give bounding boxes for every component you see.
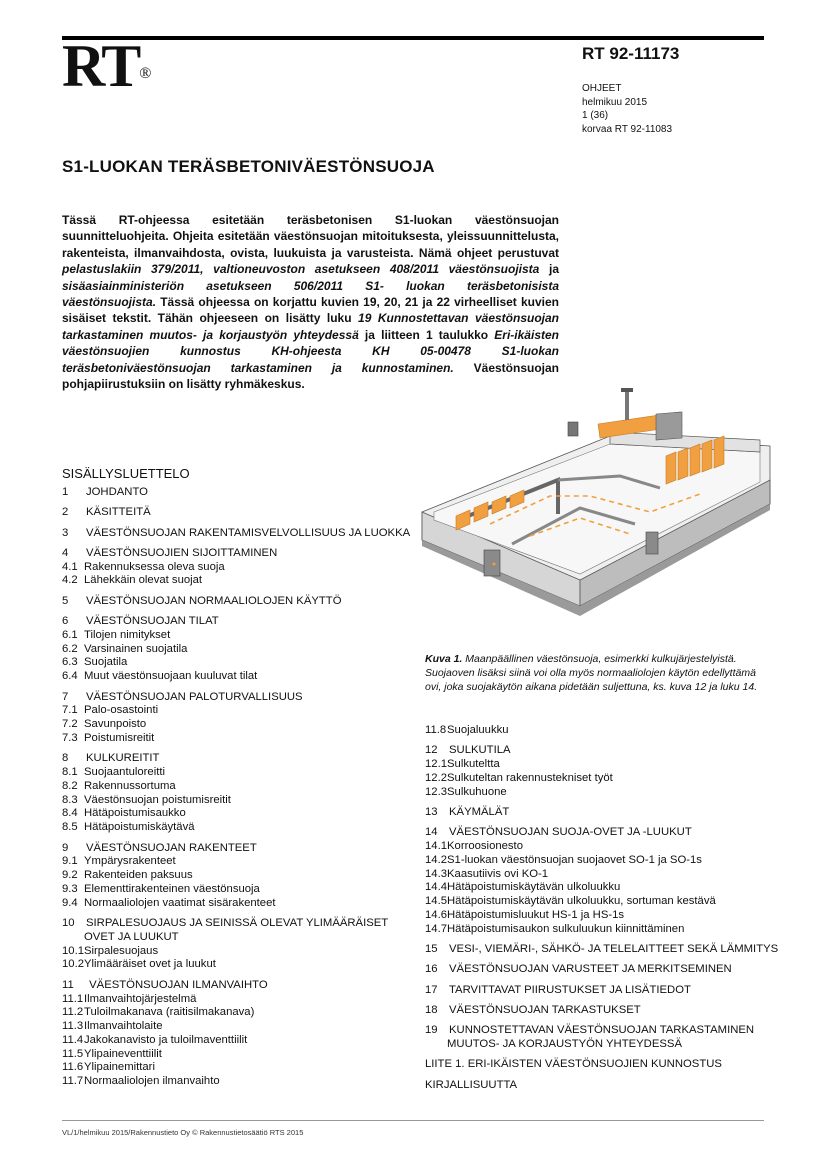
toc-entry[interactable] [62, 869, 412, 883]
header-rule [62, 36, 764, 40]
toc-entry[interactable] [62, 958, 412, 972]
caption-label: Kuva 1. [425, 653, 463, 665]
toc-entry-number: 8.5 [62, 821, 78, 834]
toc-entry-label: Poistumisreitit [84, 731, 155, 744]
toc-entry[interactable] [62, 1020, 412, 1034]
meta-replaces: korvaa RT 92-11083 [582, 123, 673, 135]
registered-mark: ® [139, 65, 152, 82]
document-meta [582, 82, 672, 136]
toc-entry-label: VÄESTÖNSUOJAN ILMANVAIHTO [86, 978, 268, 991]
intro-paragraph [62, 212, 559, 392]
toc-entry[interactable] [62, 595, 412, 609]
toc-entry[interactable] [62, 897, 412, 911]
toc-entry-label: Varsinainen suojatila [84, 642, 188, 655]
toc-entry[interactable] [62, 821, 412, 835]
toc-entry-label: Kaasutiivis ovi KO-1 [447, 867, 549, 880]
toc-entry-number: 7.3 [62, 731, 78, 744]
toc-entry-number: 9 [62, 841, 69, 854]
meta-pages: 1 (36) [582, 110, 609, 121]
toc-entry[interactable] [62, 979, 412, 993]
toc-entry[interactable] [62, 718, 412, 732]
toc-entry-label: S1-luokan väestönsuojan suojaovet SO-1 ja SO-1s [447, 853, 702, 866]
toc-entry-number: 6.3 [62, 656, 78, 669]
toc-entry-label: Sulkuteltan rakennustekniset työt [447, 771, 613, 784]
toc-entry[interactable] [62, 561, 412, 575]
toc-entry-label: Ylipainemittari [84, 1061, 155, 1074]
toc-entry-number: 4.1 [62, 560, 78, 573]
intro-italic: pelastuslakiin 379/2011, valtioneuvoston asetukseen 408/2011 väestönsuojista [62, 262, 540, 277]
toc-entry[interactable] [62, 1048, 412, 1062]
toc-entry-number: 5 [62, 594, 69, 607]
toc-entry-label: Sulkuteltta [447, 758, 500, 771]
toc-entry-number: 1 [62, 486, 69, 498]
toc-title: SISÄLLYSLUETTELO [62, 466, 190, 481]
toc-entry[interactable] [62, 704, 412, 718]
toc-entry[interactable] [425, 840, 775, 854]
caption-text: Maanpäällinen väestönsuoja, esimerkki kulkujärjestelyistä. Suojaoven lisäksi siinä voi olla myös normaaliolojen käytön edellyttämä ovi, joka suojakäytön aikana pidetään suljettuna, ks. kuva 12 ja luku 14. [425, 653, 758, 693]
toc-entry[interactable] [62, 1061, 412, 1075]
toc-entry[interactable] [62, 917, 412, 931]
toc-entry-number: 11.7 [62, 1075, 84, 1088]
toc-entry-number: 7.2 [62, 718, 78, 731]
toc-entry[interactable] [425, 909, 775, 923]
toc-entry-label: VÄESTÖNSUOJAN RAKENTEET [86, 841, 257, 854]
toc-entry-label: OVET JA LUUKUT [84, 930, 179, 943]
toc-entry-number: 14.3 [425, 867, 447, 880]
toc-entry-label: Muut väestönsuojaan kuuluvat tilat [84, 670, 258, 683]
toc-entry[interactable] [425, 943, 779, 957]
toc-entry[interactable] [62, 691, 412, 705]
toc-entry-label: VÄESTÖNSUOJAN NORMAALIOLOJEN KÄYTTÖ [86, 594, 342, 607]
intro-italic: 19 Kunnostettavan väestönsuojan tarkastaminen muutos- ja korjaustyön yhteydessä [62, 311, 559, 342]
toc-entry-label: Lähekkäin olevat suojat [84, 574, 203, 587]
toc-entry[interactable] [62, 855, 412, 869]
toc-entry-number: 16 [425, 963, 438, 976]
toc-entry[interactable] [62, 615, 412, 629]
toc-entry-label: Väestönsuojan poistumisreitit [84, 793, 231, 806]
toc-entry-label: KUNNOSTETTAVAN VÄESTÖNSUOJAN TARKASTAMINEN [449, 1024, 755, 1037]
toc-entry-label: Sulkuhuone [447, 785, 507, 798]
toc-entry-label: LIITE 1. ERI-IKÄISTEN VÄESTÖNSUOJIEN KUNNOSTUS [425, 1058, 722, 1071]
toc-entry-number: 10.2 [62, 958, 84, 971]
toc-entry-number: 14.2 [425, 853, 447, 866]
toc-entry[interactable] [425, 923, 775, 937]
toc-entry-number: 12.2 [425, 771, 447, 784]
toc-entry-label: VÄESTÖNSUOJAN TARKASTUKSET [449, 1004, 641, 1017]
shelter-door-icon [484, 550, 500, 576]
toc-entry[interactable] [62, 547, 412, 561]
toc-entry-label: Suojatila [84, 656, 128, 669]
footer-rule [62, 1120, 764, 1121]
toc-entry[interactable] [425, 806, 775, 820]
toc-entry-number: 19 [425, 1024, 438, 1037]
meta-type: OHJEET [582, 83, 622, 94]
toc-entry[interactable] [425, 854, 775, 868]
toc-entry[interactable] [425, 744, 775, 758]
toc-entry-label: VÄESTÖNSUOJAN TILAT [86, 615, 219, 628]
intro-text: Väestönsuojan pohjapiirustuksiin on lisätty ryhmäkeskus. [62, 360, 560, 392]
toc-entry-label: KÄYMÄLÄT [449, 805, 510, 818]
toc-entry-label: MUUTOS- JA KORJAUSTYÖN YHTEYDESSÄ [447, 1038, 682, 1051]
toc-entry-label: JOHDANTO [86, 486, 148, 498]
intro-italic: sisäasiainministeriön asetukseen 506/2011 S1- luokan teräsbetonisista väestönsuojista. [62, 278, 559, 310]
toc-entry-label: VESI-, VIEMÄRI-, SÄHKÖ- JA TELELAITTEET SEKÄ LÄMMITYS [449, 943, 779, 956]
rt-logo [62, 33, 152, 99]
toc-entry-label: Hätäpoistumiskäytävän ulkoluukku [447, 881, 621, 894]
toc-entry-number: 3 [62, 526, 69, 539]
toc-entry[interactable] [62, 883, 412, 897]
figure-caption [425, 652, 771, 694]
shelter-illustration [420, 384, 772, 646]
toc-entry-label: Hätäpoistumiskäytävä [84, 821, 195, 834]
toc-entry[interactable] [425, 881, 775, 895]
toc-entry-label: Savunpoisto [84, 718, 147, 731]
toc-entry-number: 12.1 [425, 758, 447, 771]
document-number: RT 92-11173 [582, 44, 680, 63]
toc-entry-number: 17 [425, 983, 438, 996]
toc-entry[interactable] [425, 1058, 775, 1072]
toc-entry-label: VÄESTÖNSUOJAN PALOTURVALLISUUS [86, 690, 303, 703]
toc-entry[interactable] [425, 1004, 775, 1018]
toc-entry-number: 9.2 [62, 869, 78, 882]
toc-entry[interactable] [425, 1024, 775, 1038]
toc-entry[interactable] [62, 732, 412, 746]
toc-entry-label: Rakennuksessa oleva suoja [84, 560, 225, 573]
toc-entry[interactable] [425, 826, 775, 840]
toc-entry-number: 14.1 [425, 840, 447, 853]
toc-entry-number: 11.2 [62, 1006, 84, 1019]
intro-text: ja liitteen 1 taulukko [358, 327, 495, 342]
toc-entry[interactable] [62, 1034, 412, 1048]
toc-entry[interactable] [62, 629, 412, 643]
toc-entry-number: 7 [62, 690, 69, 703]
toc-entry[interactable] [62, 670, 412, 684]
toc-entry-number: 8.2 [62, 779, 78, 792]
toc-entry-number: 4.2 [62, 574, 78, 587]
toc-right-column [425, 724, 779, 1093]
toc-entry[interactable] [62, 752, 412, 766]
toc-entry-number: 14.4 [425, 881, 447, 894]
toc-entry-number: 6.1 [62, 628, 78, 641]
toc-entry-number: 11.6 [62, 1061, 84, 1074]
toc-entry[interactable] [425, 984, 775, 998]
toc-entry[interactable] [425, 1079, 775, 1093]
page-title: S1-LUOKAN TERÄSBETONIVÄESTÖNSUOJA [62, 157, 435, 176]
toc-entry-number: 7.1 [62, 704, 78, 717]
toc-entry[interactable] [425, 1038, 775, 1052]
toc-entry-number: 14.5 [425, 895, 447, 908]
toc-entry-label: VÄESTÖNSUOJAN VARUSTEET JA MERKITSEMINEN [449, 963, 732, 976]
toc-entry[interactable] [425, 963, 775, 977]
toc-entry[interactable] [62, 527, 412, 541]
toc-entry-number: 8.3 [62, 793, 78, 806]
intro-italic: Eri-ikäisten väestönsuojien kunnostus KH-ohjeesta KH 05-00478 S1-luokan teräsbetoniväestönsuojan tarkastaminen ja kunnostaminen. [62, 327, 559, 375]
toc-entry[interactable] [62, 780, 412, 794]
toc-entry-number: 18 [425, 1004, 438, 1017]
toc-entry-label: KÄSITTEITÄ [86, 506, 151, 519]
toc-entry-number: 11 [62, 978, 74, 991]
toc-entry-number: 9.1 [62, 855, 78, 868]
toc-entry-number: 14 [425, 826, 438, 839]
toc-entry-number: 8.1 [62, 766, 78, 779]
toc-entry-number: 11.4 [62, 1033, 84, 1046]
toc-entry-number: 8 [62, 752, 69, 765]
toc-entry[interactable] [425, 758, 775, 772]
toc-entry[interactable] [62, 931, 412, 945]
toc-entry-number: 2 [62, 506, 69, 519]
toc-entry-number: 4 [62, 546, 69, 559]
toc-entry-number: 6 [62, 615, 69, 628]
toc-entry-number: 9.3 [62, 882, 78, 895]
toc-entry[interactable] [425, 724, 775, 738]
toc-entry[interactable] [425, 772, 775, 786]
toc-entry[interactable] [62, 842, 412, 856]
toc-entry-number: 10.1 [62, 944, 84, 957]
toc-entry-number: 12 [425, 744, 438, 757]
toc-entry-label: VÄESTÖNSUOJIEN SIJOITTAMINEN [86, 546, 278, 559]
toc-entry-label: Ylimääräiset ovet ja luukut [84, 958, 216, 971]
toc-entry[interactable] [62, 807, 412, 821]
toc-entry-label: Jakokanavisto ja tuloilmaventtiilit [84, 1033, 248, 1046]
toc-entry-number: 11.1 [62, 992, 84, 1005]
toc-entry[interactable] [62, 574, 412, 588]
toc-entry[interactable] [62, 506, 412, 520]
intro-text: Tässä ohjeessa on korjattu kuvien 19, 20, 21 ja 22 virheelliset kuvien sisäiset tekstit. Tähän ohjeeseen on lisätty luku [62, 295, 559, 326]
toc-entry-label: VÄESTÖNSUOJAN SUOJA-OVET JA -LUUKUT [449, 826, 692, 839]
toc-entry-label: SIRPALESUOJAUS JA SEINISSÄ OLEVAT YLIMÄÄRÄISET [86, 917, 389, 930]
toc-entry-label: Hätäpoistumiskäytävän ulkoluukku, sortuman kestävä [447, 895, 716, 908]
intro-text: Tässä RT-ohjeessa esitetään teräsbetonisen S1-luokan väestönsuojan suunnitteluohjeita. Ohjeita esitetään väestönsuojan mitoituksesta, yleissuunnittelusta, rakenteista, ilmanvaihdosta, ovista, luukuista ja varusteista. Nämä ohjeet perustuvat [62, 213, 559, 260]
toc-entry-label: TARVITTAVAT PIIRUSTUKSET JA LISÄTIEDOT [449, 983, 691, 996]
intro-text: ja [539, 262, 559, 277]
toc-entry[interactable] [62, 945, 412, 959]
toc-entry-label: Hätäpoistumisaukon sulkuluukun kiinnittäminen [447, 922, 685, 935]
meta-date: helmikuu 2015 [582, 96, 648, 108]
toc-entry-number: 8.4 [62, 807, 78, 820]
toc-entry-label: Korroosionesto [447, 840, 523, 853]
toc-entry-label: KULKUREITIT [86, 752, 160, 765]
toc-entry[interactable] [425, 786, 775, 800]
footer-text: VL/1/helmikuu 2015/Rakennustieto Oy © Rakennustietosäätiö RTS 2015 [62, 1128, 304, 1137]
toc-entry-number: 11.3 [62, 1020, 84, 1033]
toc-entry[interactable] [62, 643, 412, 657]
toc-left-column [62, 486, 412, 1089]
toc-entry-label: Tilojen nimitykset [84, 628, 171, 641]
side-door-icon [646, 532, 658, 554]
toc-entry-label: SULKUTILA [449, 744, 511, 757]
toc-entry-label: Ylipaineventtiilit [84, 1047, 162, 1060]
toc-entry[interactable] [62, 486, 412, 500]
toc-entry-label: Ilmanvaihtojärjestelmä [84, 992, 197, 1005]
toc-entry-label: Ilmanvaihtolaite [84, 1020, 163, 1033]
toc-entry-label: Normaaliolojen vaatimat sisärakenteet [84, 896, 276, 909]
toc-entry-number: 6.2 [62, 642, 78, 655]
toc-entry-label: Elementtirakenteinen väestönsuoja [84, 882, 260, 895]
toc-entry-label: Tuloilmakanava (raitisilmakanava) [84, 1006, 255, 1019]
toc-entry-label: Sirpalesuojaus [84, 944, 159, 957]
toc-entry-number: 13 [425, 805, 438, 818]
toc-entry[interactable] [62, 766, 412, 780]
toc-entry-label: Ympärysrakenteet [84, 855, 176, 868]
toc-entry-number: 12.3 [425, 785, 447, 798]
toc-entry-number: 15 [425, 943, 438, 956]
toc-entry-label: Suojaluukku [447, 724, 509, 736]
toc-entry-label: VÄESTÖNSUOJAN RAKENTAMISVELVOLLISUUS JA LUOKKA [86, 526, 411, 539]
toc-entry-label: Hätäpoistumisaukko [84, 807, 186, 820]
toc-entry[interactable] [62, 794, 412, 808]
toc-entry-label: Suojaantuloreitti [84, 766, 166, 779]
toc-entry[interactable] [425, 868, 775, 882]
toc-entry[interactable] [62, 1075, 412, 1089]
toc-entry-number: 14.7 [425, 922, 447, 935]
toc-entry-number: 14.6 [425, 909, 447, 922]
toc-entry-number: 11.8 [425, 724, 447, 736]
toc-entry-label: Rakenteiden paksuus [84, 869, 193, 882]
logo-text: RT [62, 33, 140, 99]
toc-entry-number: 6.4 [62, 670, 78, 683]
toc-entry-label: Normaaliolojen ilmanvaihto [84, 1075, 220, 1088]
toc-entry[interactable] [425, 895, 775, 909]
toc-entry-label: Rakennussortuma [84, 779, 176, 792]
toc-entry-label: KIRJALLISUUTTA [425, 1078, 518, 1091]
toc-entry-label: Palo-osastointi [84, 704, 159, 717]
toc-entry-number: 11.5 [62, 1047, 84, 1060]
toc-entry-number: 9.4 [62, 896, 78, 909]
toc-entry[interactable] [62, 993, 412, 1007]
toc-entry-number: 10 [62, 917, 75, 930]
toc-entry-label: Hätäpoistumisluukut HS-1 ja HS-1s [447, 909, 625, 922]
toc-entry[interactable] [62, 656, 412, 670]
toc-entry[interactable] [62, 1006, 412, 1020]
